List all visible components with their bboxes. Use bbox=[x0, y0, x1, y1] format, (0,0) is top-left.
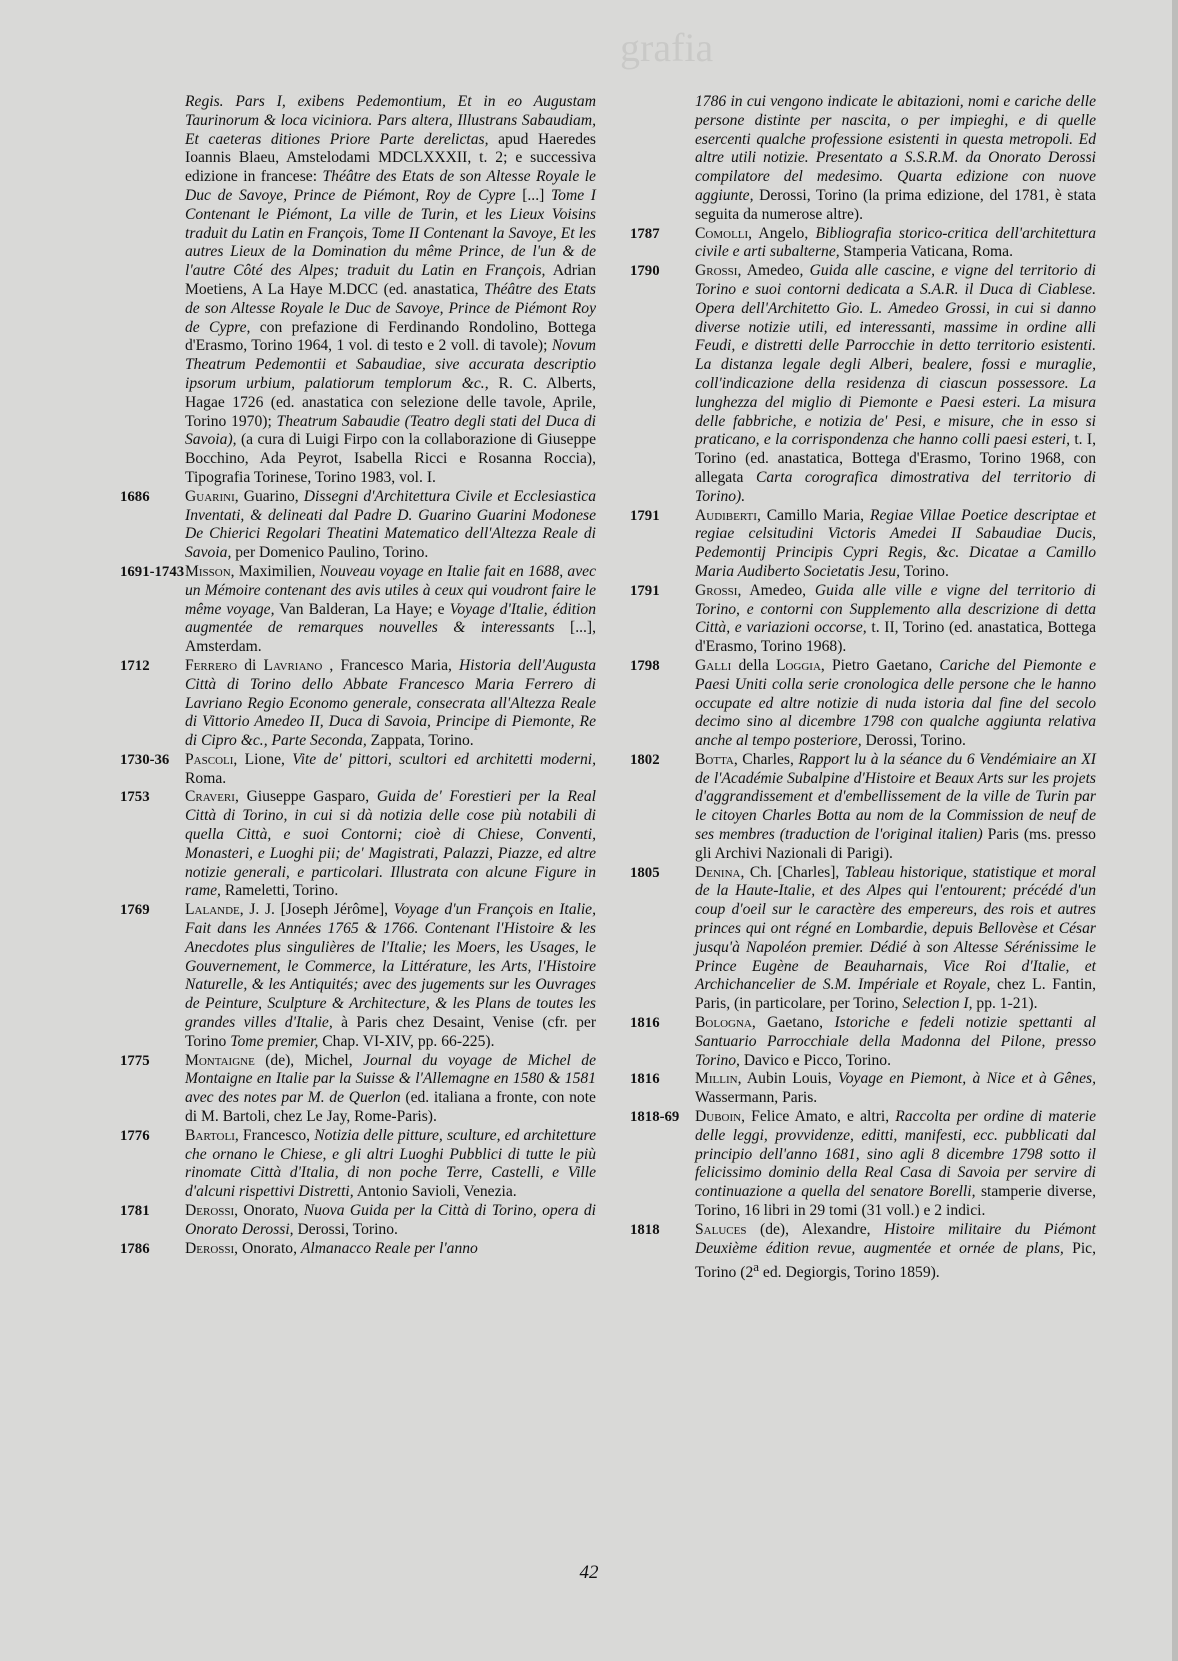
bibliography-entry bbox=[120, 1202, 596, 1240]
right-column bbox=[630, 93, 1096, 1283]
page-edge bbox=[1172, 0, 1178, 1661]
left-column bbox=[120, 93, 596, 1258]
entry-year: 1818-69 bbox=[630, 1109, 680, 1126]
entry-text: Bartoli, Francesco, Notizia delle pitture, sculture, ed architetture che ornano le Chiese, e gli altri Luoghi Pubblici di tutte le più rinomate Città d'Italia, di non poche Terre, Castelli, e Ville d'alcuni rispettivi Distretti, Antonio Savioli, Venezia. bbox=[185, 1126, 596, 1201]
bibliography-entry bbox=[120, 1240, 596, 1259]
bibliography-entry bbox=[630, 751, 1096, 864]
entry-text: Craveri, Giuseppe Gasparo, Guida de' Forestieri per la Real Città di Torino, in cui si dà notizia delle cose più notabili di quella Città, e suoi Contorni; cioè di Chiese, Conventi, Monasteri, e Luoghi pii; de' Magistrati, Palazzi, Piazze, ed altre notizie generali, e particolari. Illustrata con alcune Figure in rame, Rameletti, Torino. bbox=[185, 788, 596, 900]
entry-year: 1691-1743 bbox=[120, 563, 185, 580]
bibliography-entry bbox=[630, 93, 1096, 225]
entry-year: 1805 bbox=[630, 864, 660, 881]
entry-year: 1816 bbox=[630, 1071, 660, 1088]
entry-text: Botta, Charles, Rapport lu à la séance du 6 Vendémiaire an XI de l'Académie Subalpine d'Histoire et Beaux Arts sur les projets d'aggrandissement et d'embellissement de la ville de Turin par le citoyen Charles Botta au nom de la Commission de neuf de ses membres (traduction de l'original italien) Paris (ms. presso gli Archivi Nazionali di Parigi). bbox=[695, 750, 1096, 862]
entry-year: 1775 bbox=[120, 1052, 150, 1069]
entry-year: 1791 bbox=[630, 582, 660, 599]
bibliography-entry bbox=[120, 1052, 596, 1127]
bibliography-entry bbox=[630, 1108, 1096, 1221]
bibliography-entry bbox=[630, 225, 1096, 263]
entry-year: 1790 bbox=[630, 263, 660, 280]
bibliography-entry bbox=[120, 93, 596, 488]
bibliography-entry bbox=[120, 563, 596, 657]
bibliography-entry bbox=[630, 1221, 1096, 1284]
entry-text: Lalande, J. J. [Joseph Jérôme], Voyage d'un François en Italie, Fait dans les Années 1765 & 1766. Contenant l'Histoire & les Anecdotes plus singulières de l'Italie; les Moers, les Usages, le Gouvernement, le Commerce, la Littérature, les Arts, l'Histoire Naturelle, & les Antiquités; avec des jugements sur les Ouvrages de Peinture, Sculpture & Architecture, & les Plans de toutes les grandes villes d'Italie, à Paris chez Desaint, Venise (cfr. per Torino Tome premier, Chap. VI-XIV, pp. 66-225). bbox=[185, 901, 597, 1050]
entry-text: Bologna, Gaetano, Istoriche e fedeli notizie spettanti al Santuario Parrocchiale della Madonna del Pilone, presso Torino, Davico e Picco, Torino. bbox=[695, 1014, 1096, 1069]
bibliography-entry bbox=[630, 507, 1096, 582]
entry-text: Pascoli, Lione, Vite de' pittori, scultori ed architetti moderni, Roma. bbox=[185, 750, 596, 787]
entry-text: Derossi, Onorato, Almanacco Reale per l'anno bbox=[185, 1239, 478, 1257]
entry-text: Ferrero di Lavriano , Francesco Maria, Historia dell'Augusta Città di Torino dello Abbate Francesco Maria Ferrero di Lavriano Regio Economo generale, consecrata all'Altezza Reale di Vittorio Amedeo II, Duca di Savoia, Principe di Piemonte, Re di Cipro &c., Parte Seconda, Zappata, Torino. bbox=[185, 656, 596, 750]
bibliography-entry bbox=[120, 488, 596, 563]
bibliography-entry bbox=[120, 657, 596, 751]
entry-year: 1791 bbox=[630, 507, 660, 524]
bibliography-entry bbox=[120, 751, 596, 789]
entry-text: Guarini, Guarino, Dissegni d'Architettura Civile et Ecclesiastica Inventati, & delineati dal Padre D. Guarino Guarini Modonese De Chierici Regolari Theatini Matematico dell'Altezza Reale di Savoia, per Domenico Paulino, Torino. bbox=[185, 487, 596, 562]
entry-year: 1781 bbox=[120, 1203, 150, 1220]
bibliography-entry bbox=[120, 788, 596, 901]
entry-year: 1818 bbox=[630, 1221, 660, 1238]
entry-text: Misson, Maximilien, Nouveau voyage en Italie fait en 1688, avec un Mémoire contenant des avis utiles à ceux qui voudront faire le même voyage, Van Balderan, La Haye; e Voyage d'Italie, édition augmentée de remarques nouvelles & interessants [...], Amsterdam. bbox=[185, 562, 596, 656]
entry-text: Millin, Aubin Louis, Voyage en Piemont, à Nice et à Gênes, Wassermann, Paris. bbox=[695, 1070, 1096, 1107]
bibliography-entry bbox=[630, 262, 1096, 506]
entry-year: 1802 bbox=[630, 751, 660, 768]
entry-year: 1786 bbox=[120, 1240, 150, 1257]
entry-year: 1712 bbox=[120, 657, 150, 674]
bibliography-entry bbox=[630, 1014, 1096, 1070]
bibliography-entry bbox=[630, 1070, 1096, 1108]
entry-text: Grossi, Amedeo, Guida alle ville e vigne del territorio di Torino, e contorni con Supplemento alla descrizione di detta Città, e variazioni occorse, t. II, Torino (ed. anastatica, Bottega d'Erasmo, Torino 1968). bbox=[695, 581, 1096, 656]
bibliography-entry bbox=[630, 864, 1096, 1014]
entry-year: 1686 bbox=[120, 488, 150, 505]
entry-text: 1786 in cui vengono indicate le abitazioni, nomi e cariche delle persone distinte per nascita, o per impieghi, e di quelle esercenti qualche professione esistenti in questa metropoli. Ed altre utili notizie. Presentato a S.S.R.M. da Onorato Derossi compilatore del medesimo. Quarta edizione con nuove aggiunte, Derossi, Torino (la prima edizione, del 1781, è stata seguita da numerose altre). bbox=[695, 93, 1096, 223]
entry-text: Grossi, Amedeo, Guida alle cascine, e vigne del territorio di Torino e suoi contorni dedicata a S.A.R. il Duca di Ciablese. Opera dell'Architetto Gio. L. Amedeo Grossi, in cui si danno diverse notizie utili, ed interessanti, massime in ordine alli Feudi, e distretti delle Parrocchie in detto territorio esistenti. La distanza legale degli Alberi, bealere, fossi e muraglie, coll'indicazione della residenza di ciascun possessore. La lunghezza del miglio di Piemonte e Paesi esteri. La misura delle fabbriche, e notizia de' Pesi, e misure, che in esso si praticano, e la corrispondenza che hanno colli paesi esteri, t. I, Torino (ed. anastatica, Bottega d'Erasmo, Torino 1968, con allegata Carta corografica dimostrativa del territorio di Torino). bbox=[695, 262, 1096, 505]
entry-year: 1787 bbox=[630, 225, 660, 242]
entry-text: Regis. Pars I, exibens Pedemontium, Et in eo Augustam Taurinorum & loca viciniora. Pars altera, Illustrans Sabaudiam, Et caeteras ditiones Priore Parte derelictas, apud Haeredes Ioannis Blaeu, Amstelodami MDCLXXXII, t. 2; e successiva edizione in francese: Théâtre des Etats de son Altesse Royale le Duc de Savoye, Prince de Piémont, Roy de Cypre [...] Tome I Contenant le Piémont, La ville de Turin, et les Lieux Voisins traduit du Latin en François, Tome II Contenant la Savoye, Et les autres Lieux de la Domination du même Prince, de l'un & de l'autre Côté des Alpes; traduit du Latin en François, Adrian Moetiens, A La Haye M.DCC (ed. anastatica, Théâtre des Etats de son Altesse Royale le Duc de Savoye, Prince de Piémont Roy de Cypre, con prefazione di Ferdinando Rondolino, Bottega d'Erasmo, Torino 1964, 1 vol. di testo e 2 voll. di tavole); Novum Theatrum Pedemontii et Sabaudiae, sive accurata descriptio ipsorum urbium, palatiorum templorum &c., R. C. Alberts, Hagae 1726 (ed. anastatica con selezione delle tavole, Aprile, Torino 1970); Theatrum Sabaudie (Teatro degli stati del Duca di Savoia), (a cura di Luigi Firpo con la collaborazione di Giuseppe Bocchino, Ada Peyrot, Isabella Ricci e Rosanna Roccia), Tipografia Torinese, Torino 1983, vol. I. bbox=[185, 93, 597, 486]
entry-text: Audiberti, Camillo Maria, Regiae Villae Poetice descriptae et regiae celsitudini Victoris Amedei II Sabaudiae Ducis, Pedemontij Principis Cypri Regis, &c. Dicatae a Camillo Maria Audiberto Societatis Jesu, Torino. bbox=[695, 506, 1096, 580]
entry-year: 1769 bbox=[120, 902, 150, 919]
page-number: 42 bbox=[579, 1562, 599, 1583]
bibliography-entry bbox=[630, 582, 1096, 657]
show-through-text: grafia bbox=[620, 25, 714, 70]
bibliography-entry bbox=[630, 657, 1096, 751]
bibliography-entry bbox=[120, 901, 596, 1051]
entry-text: Duboin, Felice Amato, e altri, Raccolta per ordine di materie delle leggi, provvidenze, editti, manifesti, ecc. pubblicati dal principio dell'anno 1681, sino agli 8 dicembre 1798 sotto il felicissimo dominio della Real Casa di Savoia per servire di continuazione a quella del senatore Borelli, stamperie diverse, Torino, 16 libri in 29 tomi (31 voll.) e 2 indici. bbox=[695, 1108, 1097, 1220]
entry-year: 1753 bbox=[120, 789, 150, 806]
entry-text: Montaigne (de), Michel, Journal du voyage de Michel de Montaigne en Italie par la Suisse & l'Allemagne en 1580 & 1581 avec des notes par M. de Querlon (ed. italiana a fronte, con note di M. Bartoli, chez Le Jay, Rome-Paris). bbox=[185, 1051, 597, 1126]
entry-text: Galli della Loggia, Pietro Gaetano, Cariche del Piemonte e Paesi Uniti colla serie cronologica delle persone che le hanno occupate ed altre notizie di nuda istoria dal fine del secolo decimo sino al dicembre 1798 con qualche aggiunta relativa anche al tempo posteriore, Derossi, Torino. bbox=[695, 656, 1096, 750]
entry-year: 1730-36 bbox=[120, 751, 170, 768]
entry-text: Derossi, Onorato, Nuova Guida per la Città di Torino, opera di Onorato Derossi, Derossi, Torino. bbox=[185, 1202, 596, 1238]
entry-year: 1776 bbox=[120, 1127, 150, 1144]
entry-text: Comolli, Angelo, Bibliografia storico-critica dell'architettura civile e arti subalterne, Stamperia Vaticana, Roma. bbox=[695, 224, 1097, 261]
entry-year: 1816 bbox=[630, 1015, 660, 1032]
entry-text: Saluces (de), Alexandre, Histoire militaire du Piémont Deuxième édition revue, augmentée et ornée de plans, Pic, Torino (2$^a$ ed. Degiorgis, Torino 1859). bbox=[695, 1220, 1096, 1282]
bibliography-entry bbox=[120, 1127, 596, 1202]
entry-text: Denina, Ch. [Charles], Tableau historique, statistique et moral de la Haute-Italie, et des Alpes qui l'entourent; précédé d'un coup d'oeil sur le caractère des empereurs, des rois et autres princes qui ont régné en Lombardie, depuis Bellovèse et César jusqu'à Napoléon premier. Dédié à son Altesse Sérénissime le Prince Eugène de Beauharnais, Vice Roi d'Italie, et Archichancelier de S.M. Impériale et Royale, chez L. Fantin, Paris, (in particolare, per Torino, Selection I, pp. 1-21). bbox=[695, 863, 1096, 1013]
entry-year: 1798 bbox=[630, 657, 660, 674]
